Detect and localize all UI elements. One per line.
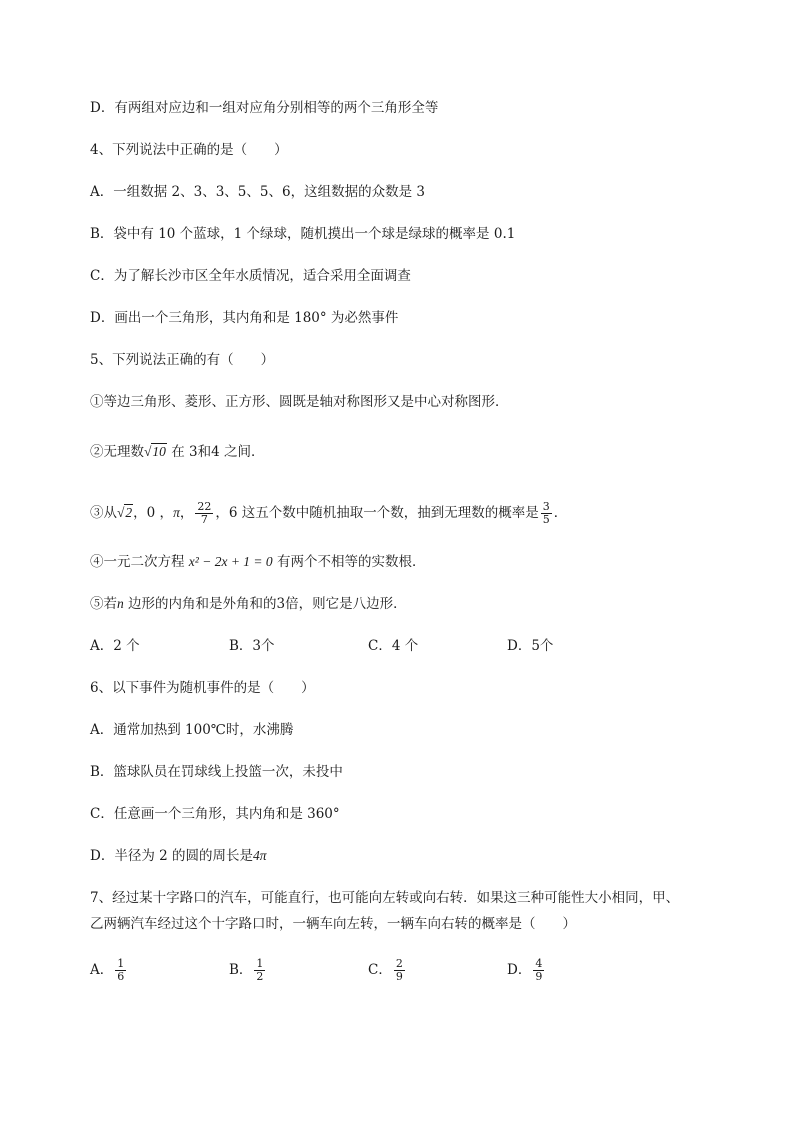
q5-s3-mid2: ， xyxy=(179,505,194,521)
q5-statement-2 xyxy=(90,442,264,462)
q6-option-c: C．任意画一个三角形，其内角和是 360° xyxy=(90,806,340,822)
q7-stem-line-2: 乙两辆汽车经过这个十字路口时，一辆车向左转，一辆车向右转的概率是（ ） xyxy=(90,916,576,932)
sqrt-2: √2 xyxy=(117,505,133,520)
q5-s5-suffix: 边形的内角和是外角和的3倍，则它是八边形． xyxy=(123,596,407,612)
q5-s3-end: ． xyxy=(553,505,568,521)
pi-symbol: π xyxy=(173,505,180,520)
sqrt-10: √10 xyxy=(144,444,166,459)
q4-stem: 4、下列说法中正确的是（ ） xyxy=(90,142,288,158)
q5-s3-mid3: ，6 这五个数中随机抽取一个数，抽到无理数的概率是 xyxy=(215,505,539,521)
q5-equation: x² − 2x + 1 = 0 xyxy=(188,554,273,569)
q7-option-c: C． $\frac{2}{9}$ xyxy=(368,957,403,983)
q7-option-b: B． $\frac{1}{2}$ xyxy=(229,957,264,983)
q5-statement-1: ①等边三角形、菱形、正方形、圆既是轴对称图形又是中心对称图形． xyxy=(90,394,509,410)
q5-option-a: A．2 个 xyxy=(90,638,140,654)
fraction-3-5: $\frac{3}{5}$ xyxy=(542,500,550,526)
fraction-22-7: $\frac{22}{7}$ xyxy=(197,500,212,526)
fraction-1-2: $\frac{1}{2}$ xyxy=(256,957,264,983)
q7-option-d: D． $\frac{4}{9}$ xyxy=(507,957,543,983)
q5-s2-prefix: ②无理数 xyxy=(90,444,144,460)
q6-option-d xyxy=(90,846,267,866)
fraction-4-9: $\frac{4}{9}$ xyxy=(535,957,543,983)
q4-option-c: C．为了解长沙市区全年水质情况，适合采用全面调查 xyxy=(90,268,411,284)
q4-option-a: A．一组数据 2、3、3、5、5、6，这组数据的众数是 3 xyxy=(90,184,425,200)
q6-option-d-math: 4π xyxy=(253,848,267,863)
q5-s4-suffix: 有两个不相等的实数根． xyxy=(272,554,426,570)
q5-s4-prefix: ④一元二次方程 xyxy=(90,554,189,570)
q5-option-d: D．5个 xyxy=(507,638,554,654)
q6-option-d-text: D．半径为 2 的圆的周长是 xyxy=(90,848,253,864)
fraction-2-9: $\frac{2}{9}$ xyxy=(395,957,403,983)
q5-stem: 5、下列说法正确的有（ ） xyxy=(90,352,275,368)
q5-option-c: C．4 个 xyxy=(368,638,419,654)
q6-option-b: B．篮球队员在罚球线上投篮一次，未投中 xyxy=(90,764,343,780)
q5-statement-3 xyxy=(90,498,567,528)
q5-options xyxy=(90,636,710,660)
q6-stem: 6、以下事件为随机事件的是（ ） xyxy=(90,680,315,696)
q7-stem-line-1: 7、经过某十字路口的汽车，可能直行，也可能向左转或向右转．如果这三种可能性大小相同，甲、 xyxy=(90,890,680,906)
q5-statement-5 xyxy=(90,594,407,614)
q5-option-b: B．3个 xyxy=(229,638,275,654)
q4-option-b: B．袋中有 10 个蓝球，1 个绿球，随机摸出一个球是绿球的概率是 0.1 xyxy=(90,226,516,242)
q5-s3-mid1: ，0 ， xyxy=(133,505,174,521)
q4-option-d: D．画出一个三角形，其内角和是 180° 为必然事件 xyxy=(90,310,399,326)
q3-option-d: D．有两组对应边和一组对应角分别相等的两个三角形全等 xyxy=(90,100,439,116)
variable-n: n xyxy=(117,596,124,611)
q5-statement-4 xyxy=(90,552,425,572)
q7-option-a: A． $\frac{1}{6}$ xyxy=(90,957,125,983)
q5-s3-prefix: ③从 xyxy=(90,505,117,521)
q5-s2-suffix: 在 3和4 之间． xyxy=(166,444,265,460)
q5-s5-prefix: ⑤若 xyxy=(90,596,117,612)
q7-options xyxy=(90,958,710,992)
fraction-1-6: $\frac{1}{6}$ xyxy=(117,957,125,983)
q6-option-a: A．通常加热到 100℃时，水沸腾 xyxy=(90,722,294,738)
